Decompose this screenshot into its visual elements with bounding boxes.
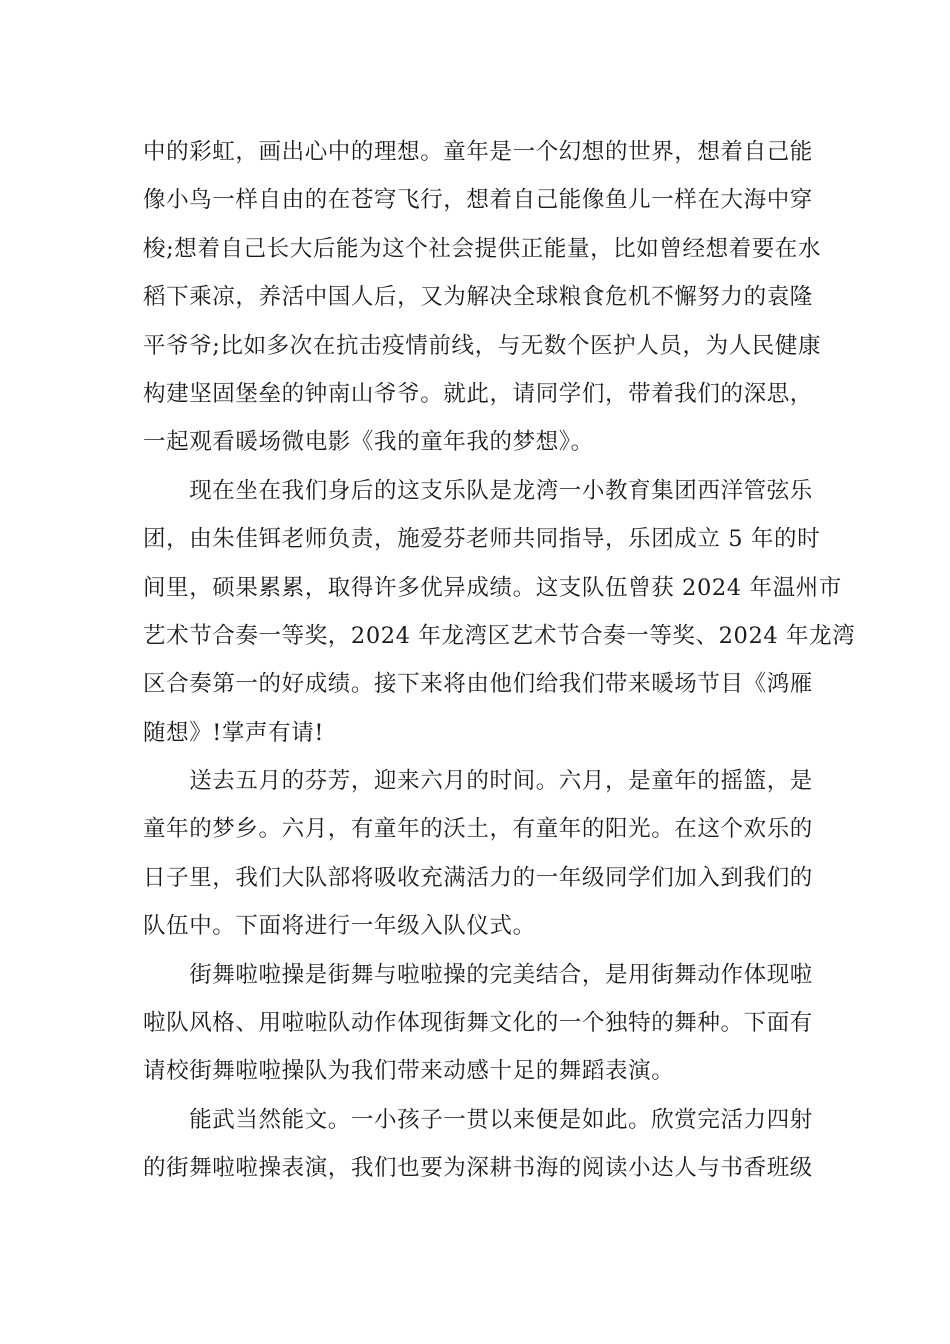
text-line: 能武当然能文。一小孩子一贯以来便是如此。欣赏完活力四射: [143, 1106, 813, 1133]
paragraph-2: [143, 467, 856, 757]
text-line: 啦队风格、用啦啦队动作体现街舞文化的一个独特的舞种。下面有: [143, 1010, 813, 1037]
text-line: 像小鸟一样自由的在苍穹飞行，想着自己能像鱼儿一样在大海中穿: [143, 187, 813, 214]
paragraph-4: [143, 951, 813, 1096]
text-line: 队伍中。下面将进行一年级入队仪式。: [143, 913, 536, 940]
text-line: 现在坐在我们身后的这支乐队是龙湾一小教育集团西洋管弦乐: [143, 477, 813, 504]
text-line: 请校街舞啦啦操队为我们带来动感十足的舞蹈表演。: [143, 1058, 675, 1085]
text-line: 稻下乘凉，养活中国人后，又为解决全球粮食危机不懈努力的袁隆: [143, 284, 813, 311]
text-line: 平爷爷;比如多次在抗击疫情前线，与无数个医护人员，为人民健康: [143, 332, 822, 359]
text-line: 一起观看暖场微电影《我的童年我的梦想》。: [143, 429, 594, 456]
text-line: 间里，硕果累累，取得许多优异成绩。这支队伍曾获 2024 年温州市: [143, 574, 842, 601]
text-line: 区合奏第一的好成绩。接下来将由他们给我们带来暖场节目《鸿雁: [143, 671, 813, 698]
text-line: 的街舞啦啦操表演，我们也要为深耕书海的阅读小达人与书香班级: [143, 1155, 813, 1182]
text-line: 随想》!掌声有请!: [143, 719, 324, 746]
text-line: 构建坚固堡垒的钟南山爷爷。就此，请同学们，带着我们的深思，: [143, 380, 813, 407]
text-line: 送去五月的芬芳，迎来六月的时间。六月，是童年的摇篮，是: [143, 768, 813, 795]
text-line: 梭;想着自己长大后能为这个社会提供正能量，比如曾经想着要在水: [143, 235, 822, 262]
text-line: 团，由朱佳铒老师负责，施爱芬老师共同指导，乐团成立 5 年的时: [143, 526, 821, 553]
text-line: 街舞啦啦操是街舞与啦啦操的完美结合，是用街舞动作体现啦: [143, 961, 813, 988]
document-body: [143, 128, 856, 1193]
text-line: 日子里，我们大队部将吸收充满活力的一年级同学们加入到我们的: [143, 864, 813, 891]
text-line: 中的彩虹，画出心中的理想。童年是一个幻想的世界，想着自己能: [143, 139, 813, 165]
text-line: 艺术节合奏一等奖，2024 年龙湾区艺术节合奏一等奖、2024 年龙湾: [143, 622, 856, 649]
paragraph-1: [143, 128, 822, 467]
text-line: 童年的梦乡。六月，有童年的沃土，有童年的阳光。在这个欢乐的: [143, 816, 813, 843]
paragraph-3: [143, 757, 813, 951]
paragraph-5: [143, 1096, 813, 1193]
